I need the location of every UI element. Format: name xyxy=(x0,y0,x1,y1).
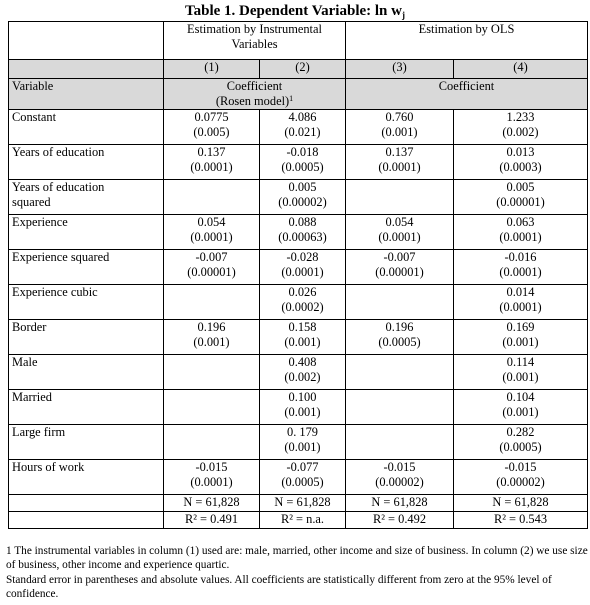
coefficient-cell xyxy=(346,180,454,215)
variable-label: Married xyxy=(9,390,164,425)
table-row xyxy=(9,180,588,215)
variable-label: Years of education xyxy=(9,145,164,180)
corner-cell xyxy=(9,22,164,60)
coefficient-cell xyxy=(346,425,454,460)
coefficient-cell: -0.077 (0.0005) xyxy=(260,460,346,495)
ols-group-header: Estimation by OLS xyxy=(346,22,588,60)
coefficient-cell: 0.408 (0.002) xyxy=(260,355,346,390)
coefficient-cell xyxy=(346,285,454,320)
coefficient-cell: -0.016 (0.0001) xyxy=(454,250,588,285)
coefficient-cell: 0.137 (0.0001) xyxy=(346,145,454,180)
variable-label: Hours of work xyxy=(9,460,164,495)
corner-cell xyxy=(9,60,164,79)
coefficient-cell: -0.015 (0.00002) xyxy=(454,460,588,495)
coefficient-cell: 0.114 (0.001) xyxy=(454,355,588,390)
sample-size-row xyxy=(9,495,588,512)
coefficient-cell xyxy=(164,285,260,320)
r-squared-cell: R² = n.a. xyxy=(260,512,346,529)
column-number: (2) xyxy=(260,60,346,79)
sample-size-cell: N = 61,828 xyxy=(346,495,454,512)
coefficient-cell: 0.054 (0.0001) xyxy=(346,215,454,250)
r-squared-row xyxy=(9,512,588,529)
coefficient-cell xyxy=(346,355,454,390)
empty-cell xyxy=(9,495,164,512)
variable-label: Experience xyxy=(9,215,164,250)
coefficient-cell: -0.018 (0.0005) xyxy=(260,145,346,180)
column-number: (1) xyxy=(164,60,260,79)
coefficient-cell: 0. 179 (0.001) xyxy=(260,425,346,460)
table-row xyxy=(9,285,588,320)
ols-coefficient-header: Coefficient xyxy=(346,79,588,110)
r-squared-cell: R² = 0.491 xyxy=(164,512,260,529)
coefficient-cell xyxy=(164,355,260,390)
sample-size-cell: N = 61,828 xyxy=(260,495,346,512)
coefficient-cell: 0.196 (0.0005) xyxy=(346,320,454,355)
r-squared-cell: R² = 0.492 xyxy=(346,512,454,529)
variable-label: Constant xyxy=(9,110,164,145)
coefficient-cell: 0.088 (0.00063) xyxy=(260,215,346,250)
coefficient-cell: 0.054 (0.0001) xyxy=(164,215,260,250)
table-row xyxy=(9,390,588,425)
coefficient-cell: -0.007 (0.00001) xyxy=(346,250,454,285)
table-row xyxy=(9,460,588,495)
table-notes xyxy=(6,544,588,602)
variable-label: Border xyxy=(9,320,164,355)
coefficient-cell: -0.028 (0.0001) xyxy=(260,250,346,285)
column-number: (3) xyxy=(346,60,454,79)
group-header-row xyxy=(9,22,588,60)
coefficient-cell xyxy=(164,180,260,215)
coefficient-cell: 0.137 (0.0001) xyxy=(164,145,260,180)
coefficient-cell: 0.169 (0.001) xyxy=(454,320,588,355)
coefficient-cell: 0.0775 (0.005) xyxy=(164,110,260,145)
table-row xyxy=(9,250,588,285)
coefficient-cell: 0.158 (0.001) xyxy=(260,320,346,355)
variable-label: Male xyxy=(9,355,164,390)
column-number-row xyxy=(9,60,588,79)
footnote-instruments: 1 The instrumental variables in column (1) used are: male, married, other income and size of business. In column (2) we use size of business, other income and experience quartic. xyxy=(6,545,588,572)
results-table xyxy=(8,21,588,529)
coefficient-cell: 0.104 (0.001) xyxy=(454,390,588,425)
r-squared-cell: R² = 0.543 xyxy=(454,512,588,529)
coefficient-cell: 0.196 (0.001) xyxy=(164,320,260,355)
coefficient-cell: 0.760 (0.001) xyxy=(346,110,454,145)
coefficient-cell: 1.233 (0.002) xyxy=(454,110,588,145)
variable-label: Experience squared xyxy=(9,250,164,285)
table-row xyxy=(9,215,588,250)
coefficient-cell: 0.100 (0.001) xyxy=(260,390,346,425)
coefficient-cell: 0.005 (0.00002) xyxy=(260,180,346,215)
coefficient-cell: -0.015 (0.0001) xyxy=(164,460,260,495)
variable-header: Variable xyxy=(9,79,164,110)
table-title: Table 1. Dependent Variable: $\ln w_j$ xyxy=(185,3,405,20)
footnote-standard-errors: Standard error in parentheses and absolute values. All coefficients are statistically different from zero at the 95% level of confidence. xyxy=(6,573,552,601)
coefficient-cell xyxy=(164,425,260,460)
variable-label: Years of education squared xyxy=(9,180,164,215)
coefficient-header-row xyxy=(9,79,588,110)
variable-label: Large firm xyxy=(9,425,164,460)
table-row xyxy=(9,145,588,180)
coefficient-cell: 0.026 (0.0002) xyxy=(260,285,346,320)
iv-coefficient-header: Coefficient (Rosen model)$^1$ xyxy=(164,79,346,110)
coefficient-cell xyxy=(164,390,260,425)
coefficient-cell: 0.063 (0.0001) xyxy=(454,215,588,250)
table-row xyxy=(9,110,588,145)
table-row xyxy=(9,425,588,460)
empty-cell xyxy=(9,512,164,529)
coefficient-cell: 0.013 (0.0003) xyxy=(454,145,588,180)
coefficient-cell: 4.086 (0.021) xyxy=(260,110,346,145)
coefficient-cell: 0.282 (0.0005) xyxy=(454,425,588,460)
coefficient-cell: 0.005 (0.00001) xyxy=(454,180,588,215)
variable-label: Experience cubic xyxy=(9,285,164,320)
coefficient-cell xyxy=(346,390,454,425)
column-number: (4) xyxy=(454,60,588,79)
coefficient-cell: -0.015 (0.00002) xyxy=(346,460,454,495)
table-row xyxy=(9,355,588,390)
table-row xyxy=(9,320,588,355)
iv-group-header: Estimation by Instrumental Variables xyxy=(164,22,346,60)
sample-size-cell: N = 61,828 xyxy=(164,495,260,512)
coefficient-cell: 0.014 (0.0001) xyxy=(454,285,588,320)
coefficient-cell: -0.007 (0.00001) xyxy=(164,250,260,285)
sample-size-cell: N = 61,828 xyxy=(454,495,588,512)
